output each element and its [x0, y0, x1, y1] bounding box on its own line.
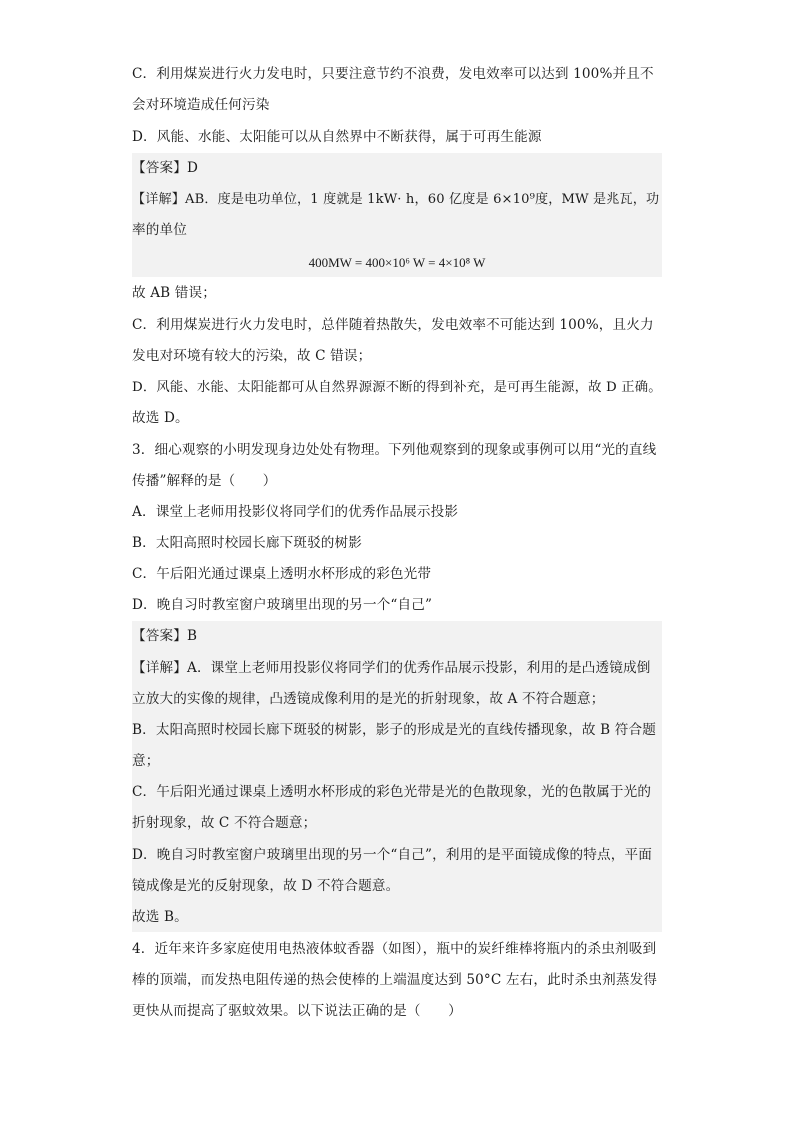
power-conversion-formula: 400MW = 400×10⁶ W = 4×10⁸ W	[308, 255, 486, 270]
prev-conclusion-d: D．风能、水能、太阳能都可从自然界源源不断的得到补充，是可再生能源，故 D 正确。	[132, 380, 662, 395]
prev-option-d: D．风能、水能、太阳能可以从自然界中不断获得，属于可再生能源	[132, 129, 542, 145]
q3-option-a: A．课堂上老师用投影仪将同学们的优秀作品展示投影	[132, 504, 459, 520]
q3-answer: 【答案】B	[132, 628, 198, 644]
q3-option-c: C．午后阳光通过课桌上透明水杯形成的彩色光带	[132, 566, 432, 582]
q3-final: 故选 B。	[132, 909, 188, 925]
prev-answer: 【答案】D	[132, 160, 199, 176]
prev-conclusion-c-line1: C．利用煤炭进行火力发电时，总伴随着热散失，发电效率不可能达到 100%，且火力	[132, 317, 654, 333]
q3-analysis-d-line1: D．晚自习时教室窗户玻璃里出现的另一个“自己”，利用的是平面镜成像的特点，平面	[132, 847, 653, 863]
prev-conclusion-ab: 故 AB 错误；	[132, 285, 217, 301]
prev-analysis-line2: 率的单位	[132, 222, 187, 238]
prev-option-c-line1: C．利用煤炭进行火力发电时，只要注意节约不浪费，发电效率可以达到 100%并且不	[132, 66, 654, 82]
q3-analysis-d-line2: 镜成像是光的反射现象，故 D 不符合题意。	[132, 878, 400, 894]
q3-analysis-b-line1: B．太阳高照时校园长廊下斑驳的树影，影子的形成是光的直线传播现象，故 B 符合题	[132, 722, 656, 738]
prev-final: 故选 D。	[132, 410, 189, 426]
q3-analysis-a-line2: 立放大的实像的规律，凸透镜成像利用的是光的折射现象，故 A 不符合题意；	[132, 691, 605, 707]
q4-stem-line2: 棒的顶端，而发热电阻传递的热会使棒的上端温度达到 50°C 左右，此时杀虫剂蒸发得	[132, 972, 658, 988]
q4-stem-line3: 更快从而提高了驱蚊效果。以下说法正确的是（ ）	[132, 1003, 462, 1019]
q4-stem-line1: 4．近年来许多家庭使用电热液体蚊香器（如图），瓶中的炭纤维棒将瓶内的杀虫剂吸到	[132, 941, 657, 957]
prev-option-c-line2: 会对环境造成任何污染	[132, 97, 270, 113]
q3-analysis-a-line1: 【详解】A．课堂上老师用投影仪将同学们的优秀作品展示投影，利用的是凸透镜成倒	[132, 660, 651, 676]
q3-option-b: B．太阳高照时校园长廊下斑驳的树影	[132, 535, 363, 551]
q3-analysis-c-line1: C．午后阳光通过课桌上透明水杯形成的彩色光带是光的色散现象，光的色散属于光的	[132, 784, 652, 800]
q3-stem-line2: 传播”解释的是（ ）	[132, 473, 277, 489]
prev-analysis-line1: 【详解】AB．度是电功单位，1 度就是 1kW· h，60 亿度是 6×10⁹度，MW 是兆瓦，功	[132, 192, 660, 207]
q3-option-d: D．晚自习时教室窗户玻璃里出现的另一个“自己”	[132, 597, 433, 613]
q3-stem-line1: 3．细心观察的小明发现身边处处有物理。下列他观察到的现象或事例可以用“光的直线	[132, 442, 657, 458]
prev-conclusion-c-line2: 发电对环境有较大的污染，故 C 错误；	[132, 348, 372, 364]
q3-analysis-c-line2: 折射现象，故 C 不符合题意；	[132, 815, 317, 831]
q3-analysis-b-line2: 意；	[132, 753, 160, 769]
